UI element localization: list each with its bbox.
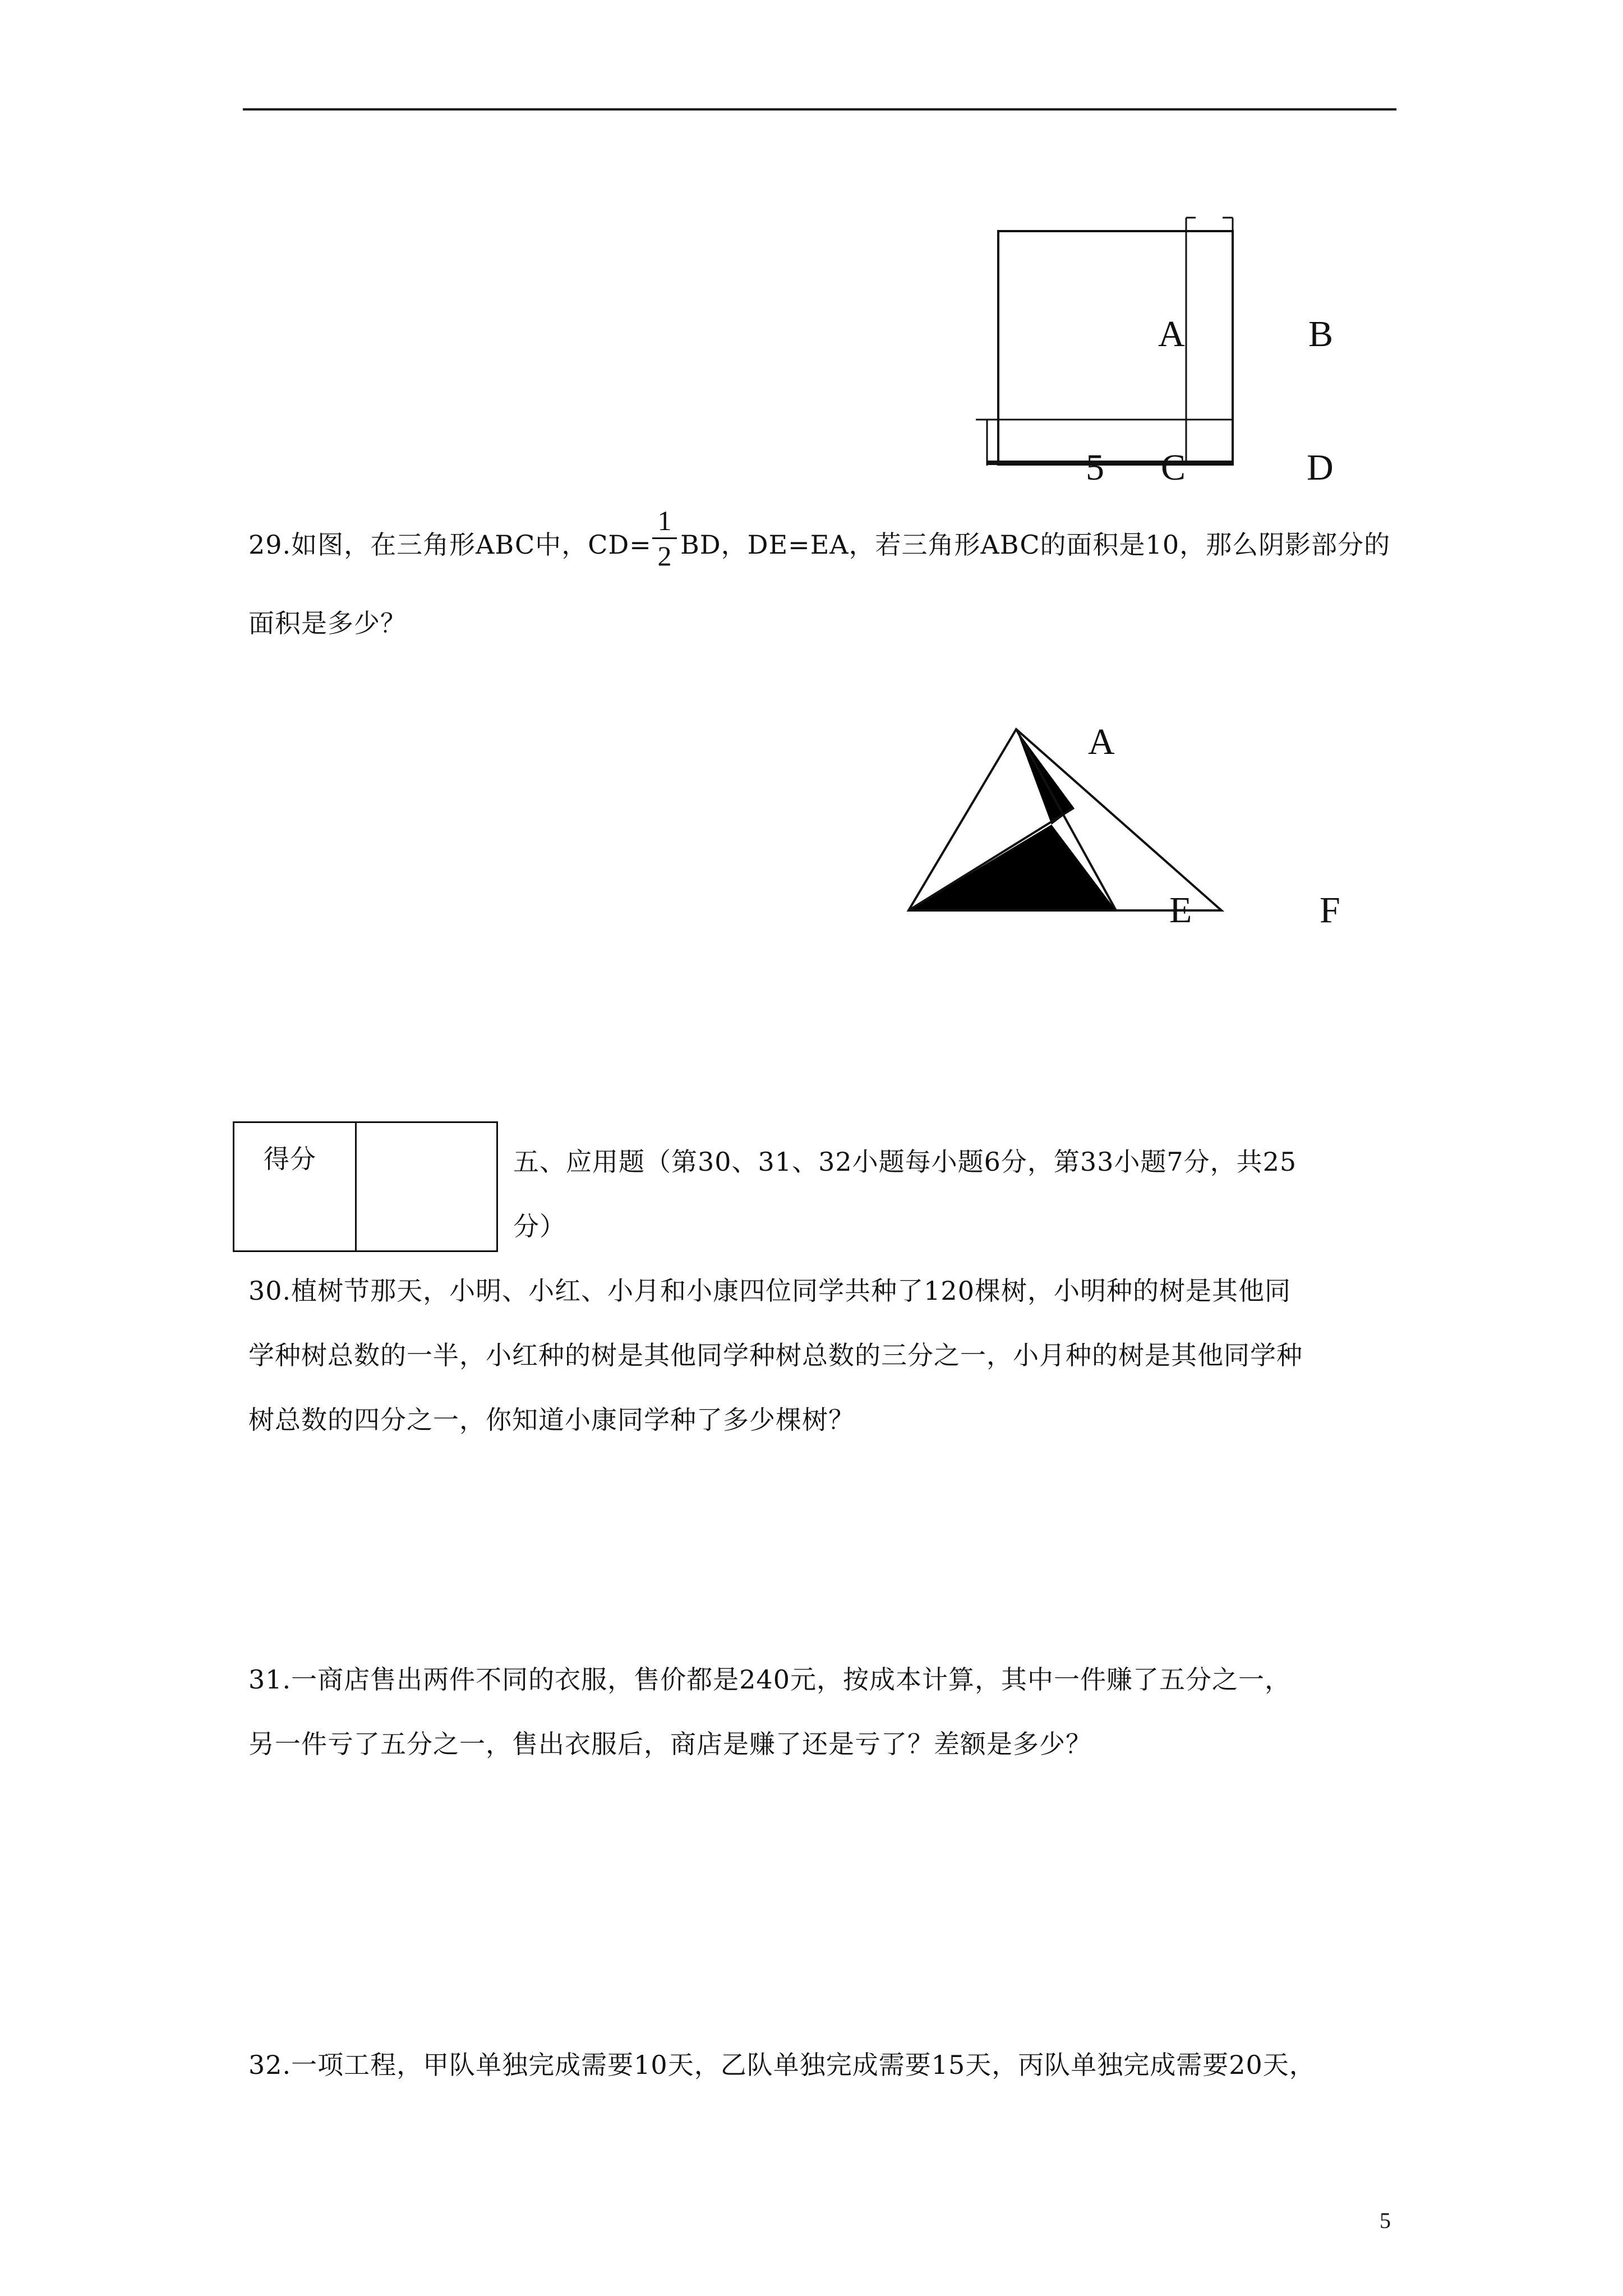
label-b1: B [1308, 314, 1334, 355]
q29-line1-suffix: BD，DE=EA，若三角形ABC的面积是10，那么阴影部分的 [680, 530, 1391, 560]
q29-fraction [652, 505, 677, 572]
label-d1: D [1307, 447, 1334, 488]
cut-labels-row [1077, 443, 1391, 488]
label-c1: C [1161, 447, 1186, 488]
fraction-denominator: 2 [657, 540, 672, 572]
q31-line2: 另一件亏了五分之一，售出衣服后，商店是赚了还是亏了？差额是多少？ [248, 1729, 1092, 1759]
score-label: 得分 [264, 1144, 316, 1174]
label-5: 5 [1086, 447, 1104, 488]
label-e2: E [1169, 890, 1192, 931]
q30-line2: 学种树总数的一半，小红种的树是其他同学种树总数的三分之一，小月种的树是其他同学种 [248, 1340, 1303, 1370]
page-number: 5 [1380, 2208, 1391, 2233]
label-f2: F [1320, 890, 1340, 931]
q30-line1: 30.植树节那天，小明、小红、小月和小康四位同学共种了120棵树，小明种的树是其他同 [248, 1276, 1291, 1306]
q30-line3: 树总数的四分之一，你知道小康同学种了多少棵树？ [248, 1405, 855, 1435]
label-a2: A [1088, 721, 1115, 762]
fraction-bar [652, 537, 677, 539]
score-box-divider [355, 1121, 357, 1252]
header-rule [243, 108, 1396, 111]
q32-line1: 32.一项工程，甲队单独完成需要10天，乙队单独完成需要15天，丙队单独完成需要20天， [248, 2050, 1316, 2080]
section5-line2: 分） [513, 1211, 566, 1241]
section5-line1: 五、应用题（第30、31、32小题每小题6分，第33小题7分，共25 [513, 1147, 1297, 1177]
q29-line2: 面积是多少？ [248, 608, 407, 638]
q31-line1: 31.一商店售出两件不同的衣服，售价都是240元，按成本计算，其中一件赚了五分之一， [248, 1664, 1291, 1695]
q29-line1 [248, 524, 652, 562]
fraction-numerator: 1 [657, 505, 672, 536]
label-a1: A [1158, 314, 1185, 355]
q29-prefix: 29.如图，在三角形ABC中，CD= [248, 530, 652, 560]
